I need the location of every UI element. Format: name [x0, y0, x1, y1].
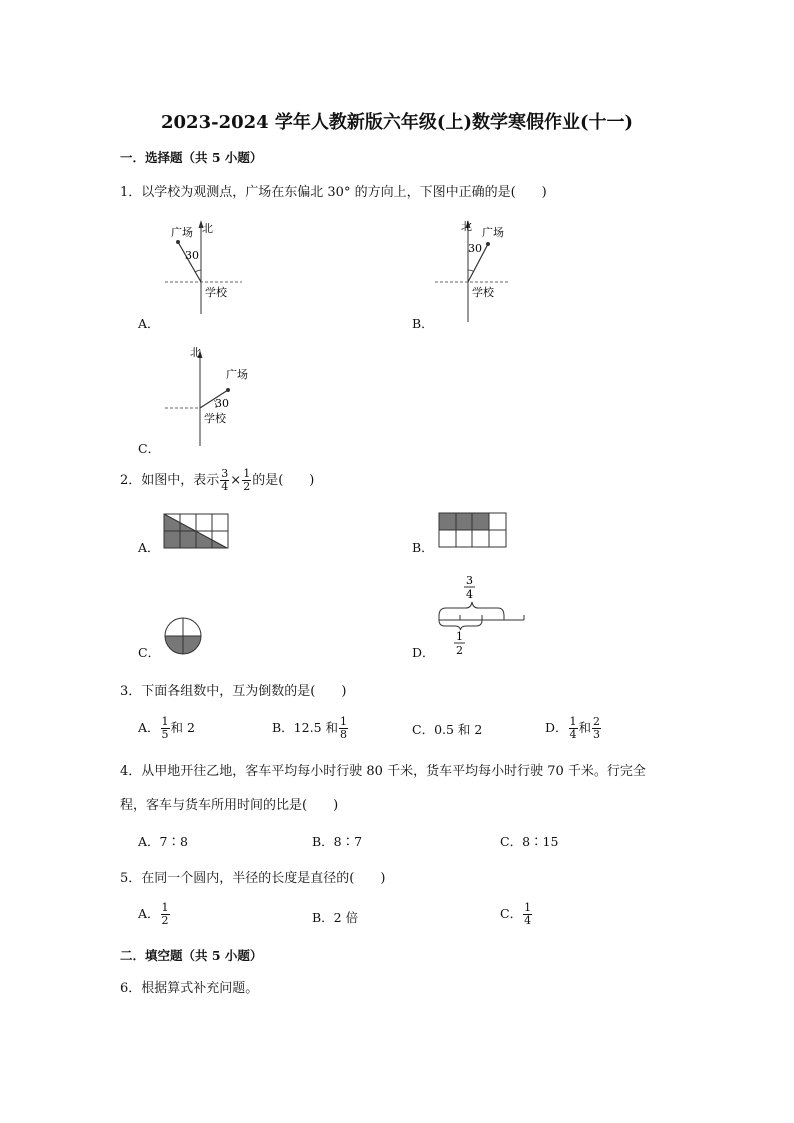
page-title: 2023-2024 学年人教新版六年级(上)数学寒假作业(十一): [161, 112, 633, 133]
svg-text:30: 30: [215, 397, 229, 410]
q4-option-b[interactable]: B．8∶7: [312, 834, 363, 849]
north-label: 北: [202, 222, 213, 235]
q4-option-a[interactable]: A．7∶8: [138, 834, 188, 849]
q2-grid-a: [163, 513, 229, 549]
svg-text:广场: 广场: [226, 368, 248, 381]
q5-option-b[interactable]: B．2 倍: [312, 910, 359, 925]
question-5: 5．在同一个圆内，半径的长度是直径的( ): [120, 871, 386, 886]
question-4-line-2: 程，客车与货车所用时间的比是( ): [120, 798, 339, 813]
q2-option-c-label[interactable]: C．: [138, 645, 161, 660]
svg-text:广场: 广场: [482, 226, 504, 239]
section-fill-heading: 二．填空题（共 5 小题）: [120, 948, 263, 963]
q3-option-c[interactable]: C．0.5 和 2: [412, 722, 483, 737]
brace-top-den: 4: [466, 588, 473, 601]
q1-diagram-b: [430, 214, 520, 322]
q3-option-a[interactable]: A． $\frac{1}{5}$ 和 2: [138, 715, 195, 741]
q2-circle-c: [163, 616, 203, 656]
q2-segment-d: [436, 572, 528, 658]
q1-diagram-c: [160, 342, 260, 448]
q1-option-b-label[interactable]: B．: [412, 316, 434, 331]
angle-label: 30: [185, 249, 199, 262]
question-6: 6．根据算式补充问题。: [120, 981, 259, 996]
svg-text:北: 北: [190, 346, 201, 359]
q4-option-c[interactable]: C．8∶15: [500, 834, 559, 849]
q2-option-b-label[interactable]: B．: [412, 540, 434, 555]
q5-option-a[interactable]: A． $\frac{1}{2}$: [138, 901, 169, 927]
question-4-line-1: 4．从甲地开往乙地，客车平均每小时行驶 80 千米，货车平均每小时行驶 70 千米。行完全: [120, 764, 646, 779]
school-label: 学校: [205, 286, 227, 299]
svg-text:北: 北: [461, 220, 472, 233]
brace-bottom-den: 2: [456, 644, 463, 657]
svg-text:学校: 学校: [472, 286, 494, 299]
question-1: 1．以学校为观测点，广场在东偏北 30° 的方向上，下图中正确的是( ): [120, 185, 547, 200]
q2-option-a-label[interactable]: A．: [138, 540, 160, 555]
svg-text:学校: 学校: [204, 412, 226, 425]
section-choice-heading: 一．选择题（共 5 小题）: [120, 150, 263, 165]
brace-top-num: 3: [466, 574, 473, 587]
q2-option-d-label[interactable]: D．: [412, 645, 435, 660]
q2-grid-b: [438, 512, 508, 548]
question-3: 3．下面各组数中，互为倒数的是( ): [120, 684, 347, 699]
q3-option-b[interactable]: B．12.5 和 $\frac{1}{8}$: [272, 715, 347, 741]
brace-bottom-num: 1: [456, 630, 463, 643]
question-2: 2．如图中，表示 $\frac{3}{4}$ × $\frac{1}{2}$ 的是( ): [120, 467, 315, 493]
q1-option-a-label[interactable]: A．: [138, 316, 160, 331]
q1-diagram-a: [160, 214, 250, 320]
plaza-label: 广场: [171, 226, 193, 239]
q5-option-c[interactable]: C． $\frac{1}{4}$: [500, 901, 532, 927]
q1-option-c-label[interactable]: C．: [138, 441, 161, 456]
svg-text:30: 30: [468, 242, 482, 255]
q3-option-d[interactable]: D． $\frac{1}{4}$ 和 $\frac{2}{3}$: [545, 715, 601, 741]
